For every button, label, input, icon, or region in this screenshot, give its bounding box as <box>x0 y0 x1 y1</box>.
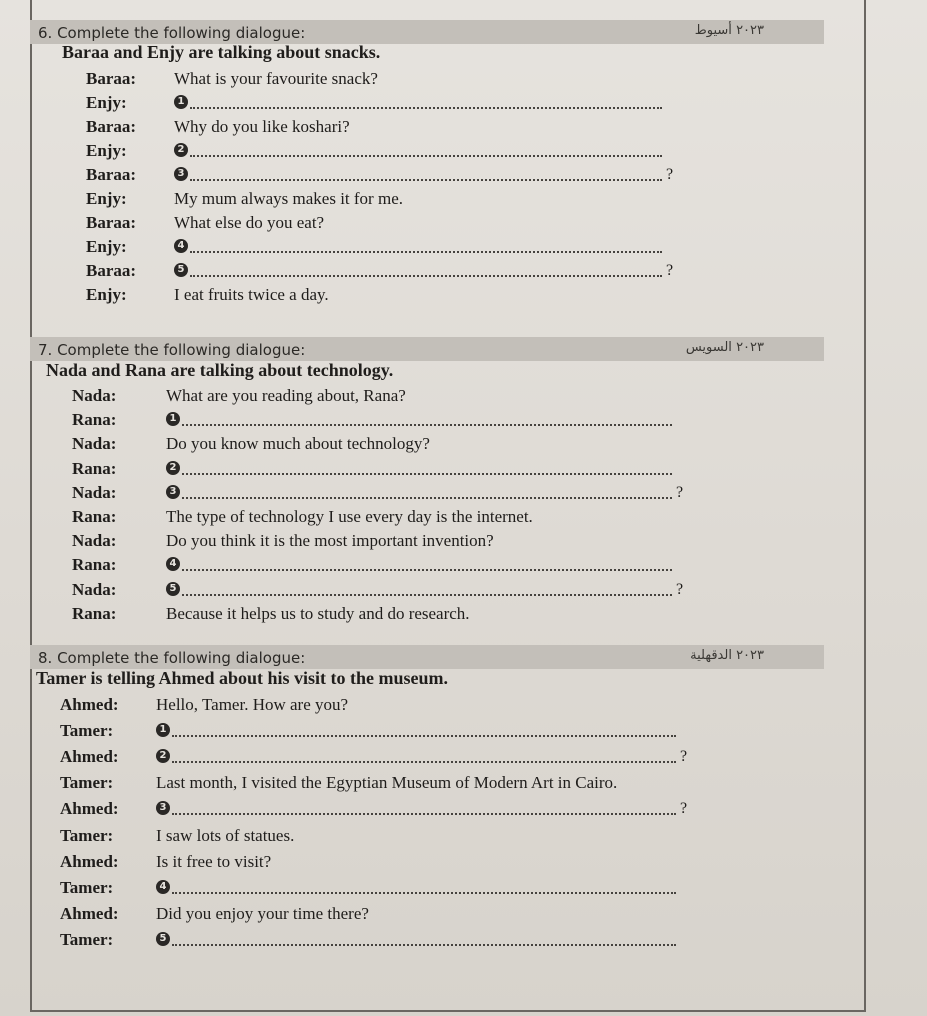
answer-blank[interactable] <box>172 813 676 815</box>
speaker-name: Tamer: <box>60 721 114 741</box>
dialogue-line <box>72 504 692 530</box>
section8-header <box>30 645 824 669</box>
speaker-name: Enjy: <box>86 93 127 112</box>
dialogue-text: My mum always makes it for me. <box>174 189 403 208</box>
dialogue-line <box>86 186 682 212</box>
answer-blank[interactable] <box>182 569 672 571</box>
dialogue-line <box>60 692 696 718</box>
section6-header <box>30 20 824 44</box>
dialogue-line <box>60 823 696 849</box>
speaker-name: Ahmed: <box>60 851 119 871</box>
dialogue-line <box>72 552 692 578</box>
dialogue-text: Is it free to visit? <box>156 851 272 871</box>
section8-tag: ٢٠٢٣ الدقهلية <box>690 648 764 663</box>
dialogue-text: Because it helps us to study and do research. <box>166 603 470 623</box>
dialogue-line <box>60 901 696 927</box>
blank-number-badge: 1 <box>166 412 180 426</box>
speaker-name: Nada: <box>72 434 117 454</box>
answer-blank[interactable] <box>172 761 676 763</box>
answer-blank[interactable] <box>190 107 662 109</box>
section7-header <box>30 337 824 361</box>
dialogue-line <box>60 718 696 744</box>
speaker-name: Rana: <box>72 458 117 478</box>
dialogue-line <box>60 744 696 770</box>
answer-blank[interactable] <box>182 594 672 596</box>
section6-tag: ٢٠٢٣ أسيوط <box>694 23 764 38</box>
answer-blank[interactable] <box>172 735 676 737</box>
dialogue-line <box>86 234 682 260</box>
answer-blank[interactable] <box>190 275 662 277</box>
answer-blank[interactable] <box>182 424 672 426</box>
dialogue-line <box>72 431 692 457</box>
dialogue-line <box>72 456 692 482</box>
blank-number-badge: 2 <box>156 749 170 763</box>
dialogue-line <box>86 258 682 284</box>
speaker-name: Tamer: <box>60 825 114 845</box>
speaker-name: Rana: <box>72 410 117 430</box>
speaker-name: Ahmed: <box>60 695 119 714</box>
speaker-name: Ahmed: <box>60 799 119 819</box>
blank-number-badge: 5 <box>166 582 180 596</box>
section7-topic: Nada and Rana are talking about technology. <box>46 360 394 380</box>
dialogue-line <box>72 528 692 554</box>
answer-blank[interactable] <box>190 251 662 253</box>
dialogue-line <box>60 796 696 822</box>
blank-number-badge: 3 <box>174 167 188 181</box>
speaker-name: Nada: <box>72 482 117 502</box>
dialogue-text: What are you reading about, Rana? <box>166 386 406 405</box>
speaker-name: Nada: <box>72 386 117 405</box>
dialogue-line <box>60 770 696 796</box>
dialogue-line <box>72 407 692 433</box>
dialogue-line <box>86 210 682 236</box>
dialogue-text: Do you know much about technology? <box>166 434 430 454</box>
speaker-name: Enjy: <box>86 141 127 160</box>
dialogue-text: Did you enjoy your time there? <box>156 903 369 923</box>
dialogue-line <box>86 114 682 140</box>
dialogue-text: What else do you eat? <box>174 213 325 232</box>
blank-number-badge: 4 <box>174 239 188 253</box>
speaker-name: Enjy: <box>86 237 127 256</box>
dialogue-text: Do you think it is the most important invention? <box>166 531 494 551</box>
speaker-name: Rana: <box>72 555 117 575</box>
blank-number-badge: 3 <box>166 485 180 499</box>
blank-number-badge: 2 <box>166 461 180 475</box>
dialogue-line <box>60 927 696 953</box>
dialogue-line <box>86 282 682 308</box>
dialogue-line <box>86 138 682 164</box>
dialogue-line <box>86 66 682 92</box>
section7-tag: ٢٠٢٣ السويس <box>685 340 764 355</box>
blank-number-badge: 3 <box>156 801 170 815</box>
blank-number-badge: 5 <box>156 932 170 946</box>
blank-number-badge: 2 <box>174 143 188 157</box>
dialogue-text: Hello, Tamer. How are you? <box>156 695 349 714</box>
speaker-name: Baraa: <box>86 261 137 280</box>
blank-number-badge: 5 <box>174 263 188 277</box>
dialogue-line <box>72 480 692 506</box>
blank-number-badge: 1 <box>174 95 188 109</box>
dialogue-text: Last month, I visited the Egyptian Museum of Modern Art in Cairo. <box>156 773 618 793</box>
speaker-name: Rana: <box>72 603 117 623</box>
dialogue-line <box>72 601 692 627</box>
speaker-name: Baraa: <box>86 165 137 184</box>
speaker-name: Ahmed: <box>60 903 119 923</box>
dialogue-line <box>60 875 696 901</box>
dialogue-text: The type of technology I use every day is the internet. <box>166 507 533 526</box>
speaker-name: Enjy: <box>86 189 127 208</box>
answer-blank[interactable] <box>190 155 662 157</box>
speaker-name: Nada: <box>72 579 117 599</box>
speaker-name: Rana: <box>72 507 117 526</box>
dialogue-line <box>72 383 692 409</box>
speaker-name: Tamer: <box>60 929 114 949</box>
blank-end-punctuation: ? <box>680 748 688 766</box>
speaker-name: Baraa: <box>86 117 137 136</box>
answer-blank[interactable] <box>172 892 676 894</box>
blank-number-badge: 4 <box>156 880 170 894</box>
speaker-name: Nada: <box>72 531 117 551</box>
speaker-name: Ahmed: <box>60 747 119 767</box>
answer-blank[interactable] <box>172 944 676 946</box>
dialogue-line <box>86 162 682 188</box>
dialogue-line <box>72 577 692 603</box>
blank-end-punctuation: ? <box>680 800 688 818</box>
answer-blank[interactable] <box>182 473 672 475</box>
section6-topic: Baraa and Enjy are talking about snacks. <box>62 42 381 62</box>
answer-blank[interactable] <box>190 179 662 181</box>
answer-blank[interactable] <box>182 497 672 499</box>
blank-end-punctuation: ? <box>666 166 674 183</box>
dialogue-text: I eat fruits twice a day. <box>174 285 329 304</box>
section7-title: 7. Complete the following dialogue: <box>38 341 306 359</box>
blank-number-badge: 4 <box>166 557 180 571</box>
section8-title: 8. Complete the following dialogue: <box>38 649 306 667</box>
blank-end-punctuation: ? <box>666 262 674 279</box>
dialogue-text: Why do you like koshari? <box>174 117 350 136</box>
dialogue-text: What is your favourite snack? <box>174 69 378 88</box>
dialogue-line <box>86 90 682 116</box>
blank-end-punctuation: ? <box>676 483 684 501</box>
dialogue-text: I saw lots of statues. <box>156 825 295 845</box>
speaker-name: Tamer: <box>60 877 114 897</box>
dialogue-line <box>60 849 696 875</box>
section6-title: 6. Complete the following dialogue: <box>38 24 306 42</box>
blank-number-badge: 1 <box>156 723 170 737</box>
speaker-name: Baraa: <box>86 213 137 232</box>
speaker-name: Enjy: <box>86 285 127 304</box>
blank-end-punctuation: ? <box>676 580 684 598</box>
speaker-name: Tamer: <box>60 773 114 793</box>
section8-topic: Tamer is telling Ahmed about his visit to the museum. <box>36 668 449 688</box>
speaker-name: Baraa: <box>86 69 137 88</box>
